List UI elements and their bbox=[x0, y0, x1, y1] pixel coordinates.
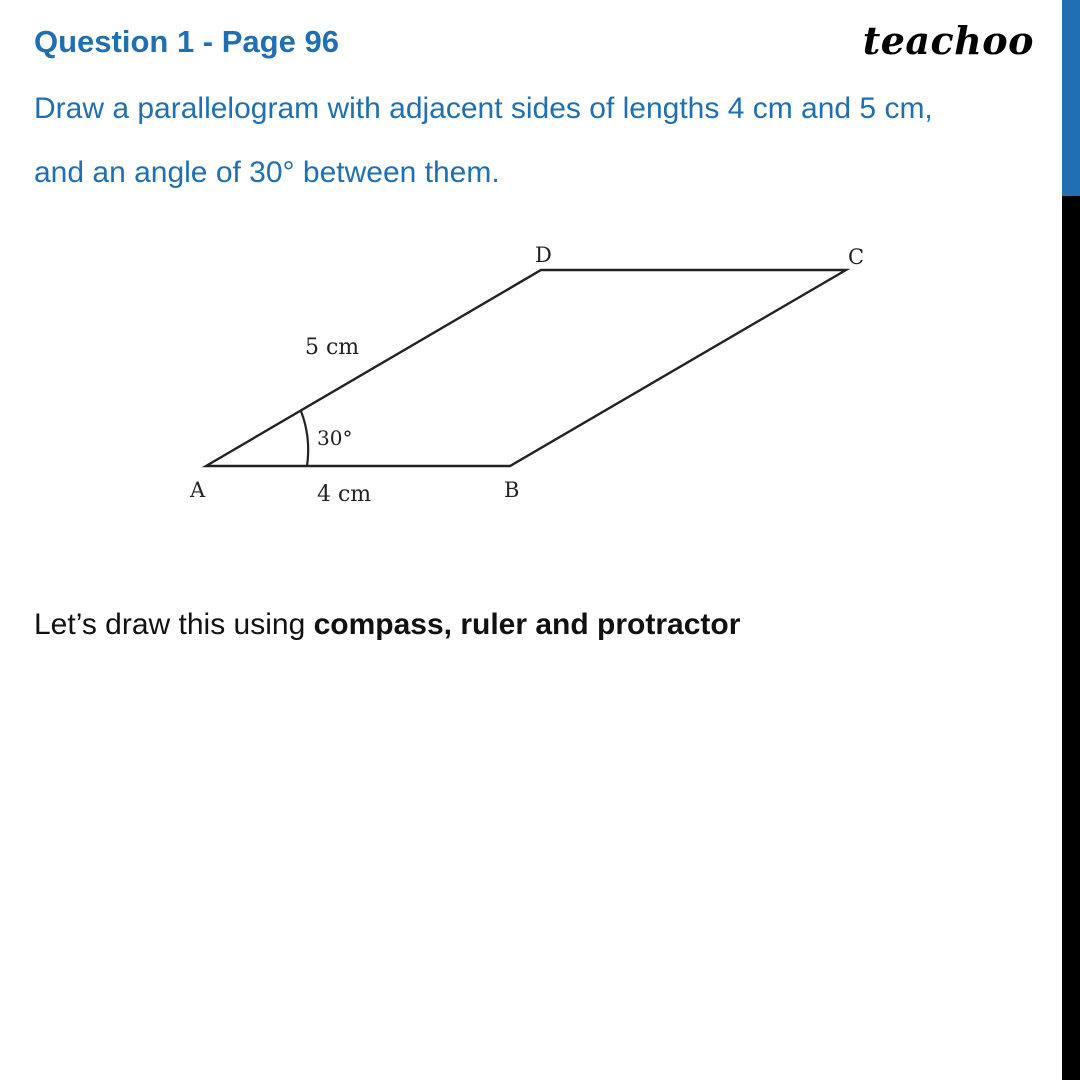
teachoo-logo: teachoo bbox=[862, 18, 1034, 63]
question-title: Question 1 - Page 96 bbox=[34, 24, 339, 59]
instruction-text bbox=[34, 608, 740, 642]
side-ad-length-label: 5 cm bbox=[305, 335, 360, 360]
question-text-line-2: and an angle of 30° between them. bbox=[34, 156, 500, 189]
right-side-bar bbox=[1062, 0, 1080, 1080]
side-ab-length-label: 4 cm bbox=[317, 482, 372, 507]
vertex-label-b: B bbox=[504, 478, 520, 502]
question-text-line-1: Draw a parallelogram with adjacent sides of lengths 4 cm and 5 cm, bbox=[34, 92, 933, 125]
parallelogram-outline bbox=[206, 270, 846, 466]
right-side-bar-accent bbox=[1062, 0, 1080, 196]
instruction-tools: compass, ruler and protractor bbox=[313, 608, 741, 641]
angle-arc bbox=[301, 411, 308, 466]
instruction-prefix: Let’s draw this using bbox=[34, 608, 314, 641]
vertex-label-a: A bbox=[190, 478, 206, 502]
angle-label: 30° bbox=[317, 426, 353, 450]
vertex-label-c: C bbox=[848, 245, 865, 269]
vertex-label-d: D bbox=[535, 243, 552, 267]
